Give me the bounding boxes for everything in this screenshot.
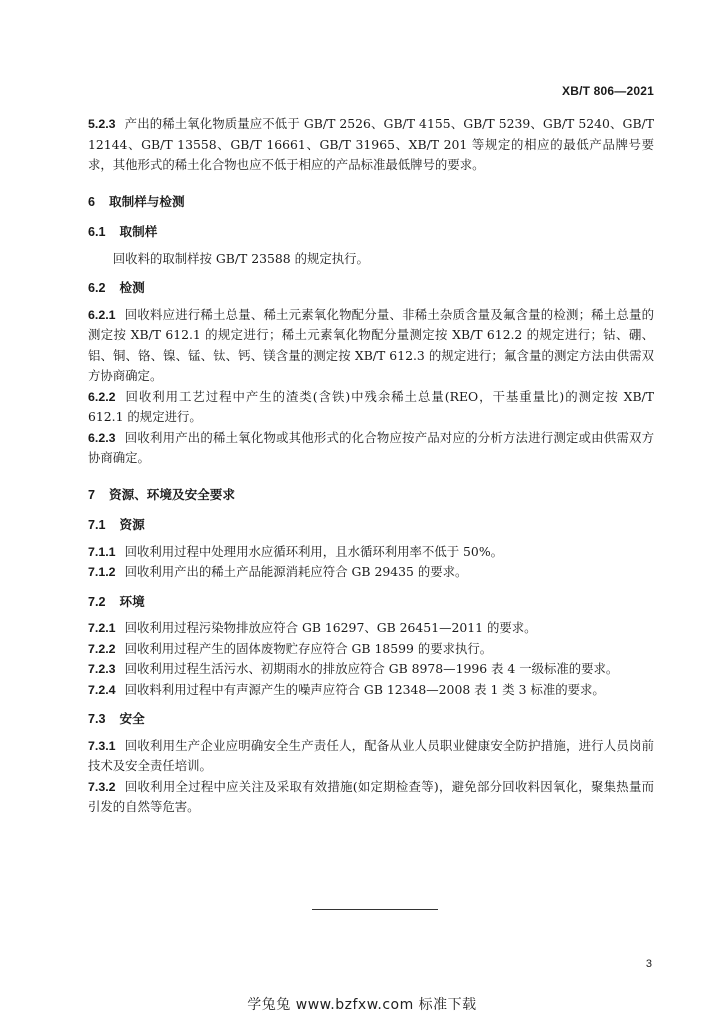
- clause-7-1-1: [88, 542, 654, 563]
- clause-number: 6.2.3: [88, 430, 116, 445]
- subsection-number: 7.1: [88, 518, 106, 532]
- subsection-title: 资源: [119, 518, 145, 532]
- clause-number: 6.2.1: [88, 307, 116, 322]
- clause-number: 7.2.4: [88, 682, 116, 697]
- page-number: 3: [645, 958, 652, 970]
- download-watermark: 学兔兔 www.bzfxw.com 标准下载: [247, 997, 477, 1013]
- clause-text: 回收利用产出的稀土产品能源消耗应符合 GB 29435 的要求。: [124, 564, 468, 579]
- section-number: 6: [88, 194, 96, 209]
- subsection-title: 取制样: [119, 225, 158, 239]
- subsection-number: 6.2: [88, 281, 106, 295]
- section-title: 取制样与检测: [109, 194, 185, 209]
- subsection-title: 安全: [119, 712, 145, 726]
- clause-text: 回收利用全过程中应关注及采取有效措施(如定期检查等)，避免部分回收料因氧化，聚集热量而引发的自然等危害。: [88, 778, 654, 814]
- page-body: [88, 114, 654, 818]
- subsection-heading-7-2: [88, 592, 654, 613]
- clause-number: 5.2.3: [88, 117, 116, 131]
- clause-number: 7.1.1: [88, 544, 116, 559]
- clause-6-2-2: [88, 387, 654, 428]
- section-heading-6: [88, 192, 654, 213]
- subsection-title: 环境: [119, 594, 145, 609]
- clause-text: 回收料利用过程中有声源产生的噪声应符合 GB 12348—2008 表 1 类 3 标准的要求。: [124, 681, 605, 697]
- clause-number: 7.2.1: [88, 621, 116, 635]
- clause-text: 回收利用工艺过程中产生的渣类(含铁)中残余稀土总量(REO，干基重量比)的测定按 XB/T 612.1 的规定进行。: [88, 388, 654, 424]
- subsection-number: 7.2: [88, 594, 106, 609]
- clause-7-2-2: [88, 639, 654, 660]
- clause-7-3-2: [88, 777, 654, 818]
- clause-text: 回收利用过程产生的固体废物贮存应符合 GB 18599 的要求执行。: [124, 640, 493, 656]
- clause-7-2-4: [88, 680, 654, 701]
- clause-text: 回收料应进行稀土总量、稀土元素氧化物配分量、非稀土杂质含量及氟含量的检测；稀土总量的测定按 XB/T 612.1 的规定进行；稀土元素氧化物配分量测定按 XB/T 612.2 的规定进行；钴、硼、铝、铜、铬、镍、锰、钛、钙、镁含量的测定按 XB/T 612.3 的规定进行；氟含量的测定方法由供需双方协商确定。: [88, 306, 654, 383]
- clause-number: 7.1.2: [88, 565, 116, 579]
- clause-6-2-3: [88, 428, 654, 469]
- clause-text: 回收利用过程中处理用水应循环利用，且水循环利用率不低于 50%。: [124, 543, 503, 559]
- section-title: 资源、环境及安全要求: [109, 487, 235, 502]
- section-heading-7: [88, 485, 654, 506]
- clause-text: 回收利用生产企业应明确安全生产责任人，配备从业人员职业健康安全防护措施，进行人员岗前技术及安全责任培训。: [88, 737, 654, 773]
- clause-text: 回收利用产出的稀土氧化物或其他形式的化合物应按产品对应的分析方法进行测定或由供需双方协商确定。: [88, 429, 654, 465]
- clause-7-2-1: [88, 618, 654, 639]
- clause-text: 回收利用过程污染物排放应符合 GB 16297、GB 26451—2011 的要求。: [124, 620, 537, 635]
- subsection-heading-6-2: [88, 278, 654, 299]
- subsection-number: 7.3: [88, 712, 106, 726]
- clause-number: 7.2.2: [88, 641, 116, 656]
- clause-number: 6.2.2: [88, 389, 116, 404]
- clause-6-1-text: 回收料的取制样按 GB/T 23588 的规定执行。: [112, 250, 369, 266]
- clause-7-3-1: [88, 736, 654, 777]
- clause-text: 产出的稀土氧化物质量应不低于 GB/T 2526、GB/T 4155、GB/T 5239、GB/T 5240、GB/T 12144、GB/T 13558、GB/T 16661、GB/T 31965、XB/T 201 等规定的相应的最低产品牌号要求，其他形式的稀土化合物也应不低于相应的产品标准最低牌号的要求。: [88, 116, 654, 172]
- subsection-title: 检测: [119, 281, 145, 295]
- clause-6-2-1: [88, 305, 654, 387]
- clause-text: 回收利用过程生活污水、初期雨水的排放应符合 GB 8978—1996 表 4 一级标准的要求。: [124, 661, 619, 676]
- clause-number: 7.3.1: [88, 738, 116, 753]
- subsection-heading-6-1: [88, 222, 654, 243]
- clause-number: 7.2.3: [88, 662, 116, 676]
- document-code: XB/T 806—2021: [562, 84, 654, 98]
- clause-number: 7.3.2: [88, 779, 116, 794]
- clause-7-1-2: [88, 562, 654, 583]
- end-of-document-rule: [312, 909, 438, 910]
- section-number: 7: [88, 487, 96, 502]
- clause-5-2-3: [88, 114, 654, 176]
- subsection-heading-7-1: [88, 515, 654, 536]
- subsection-number: 6.1: [88, 225, 106, 239]
- subsection-heading-7-3: [88, 709, 654, 730]
- clause-7-2-3: [88, 659, 654, 680]
